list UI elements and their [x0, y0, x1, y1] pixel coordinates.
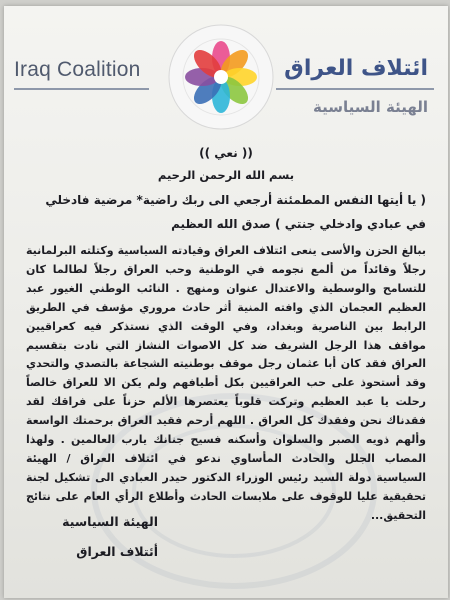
arabic-coalition-name: ائتلاف العراق: [284, 56, 428, 81]
quran-verse: ( يا أيتها النفس المطمئنة أرجعي الى ربك راضية* مرضية فادخلي في عبادي وادخلي جنتي ) صدق الله العظيم: [45, 193, 426, 231]
signature-coalition-name: أئتلاف العراق: [76, 544, 158, 559]
basmala-line: بسم الله الرحمن الرحيم: [157, 168, 295, 182]
header-divider-left: [14, 88, 149, 90]
letter-page: [4, 6, 448, 598]
political-body-subtitle: الهيئة السياسية: [312, 98, 428, 116]
obituary-heading: (( نعي )): [199, 146, 253, 160]
coalition-logo: [166, 22, 276, 132]
english-coalition-name: Iraq Coalition: [14, 58, 141, 81]
header-divider-right: [276, 88, 434, 90]
obituary-body: ببالغ الحزن والأسى ينعى ائتلاف العراق وقيادته السياسية وكتلته البرلمانية رجلاً وقائداً من ألمع نجومه في الوطنية وحب العراق رجلاً لطالما كان للتسامح والوسطية والاعتدال عنوان ومنهج . النائب الوطني الغيور عبد العظيم العجمان الذي وافته المنية أثر حادث مروري مؤسف في الطريق الرابط بين الناصرية وبغداد، وفي الوقت الذي نستذكر فيه كعراقيين مواقف هذا الرجل الشريف ضد كل الاصوات النشاز التي نادت بتقسيم العراق فقد كان أبا عثمان رجل موقف بوطنيته الشجاعة بالتصدي والتحدي وقد أستحوذ على حب العراقيين بكل أطيافهم ولم يكن الا للعراق خالصاً رحلت يا عبد العظيم وتركت قلوباً يعتصرها الألم حزناً على فراقك لقد فقدناك نحن وفقدك كل العراق . اللهم أرحم فقيد العراق برحمتك الواسعة وألهم ذويه الصبر والسلوان وأسكنه فسيح جنانك يارب العالمين . ولهذا المصاب الجلل والحادث المأساوي ندعو في ائتلاف العراق / الهيئة السياسية دولة السيد رئيس الوزراء الدكتور حيدر العبادي الى تشكيل لجنة تحقيقية عليا للوقوف على ملابسات الحادث وأطلاع الرأي العام على نتائج التحقيق...: [26, 244, 426, 522]
signature-political-body: الهيئة السياسية: [62, 514, 158, 529]
